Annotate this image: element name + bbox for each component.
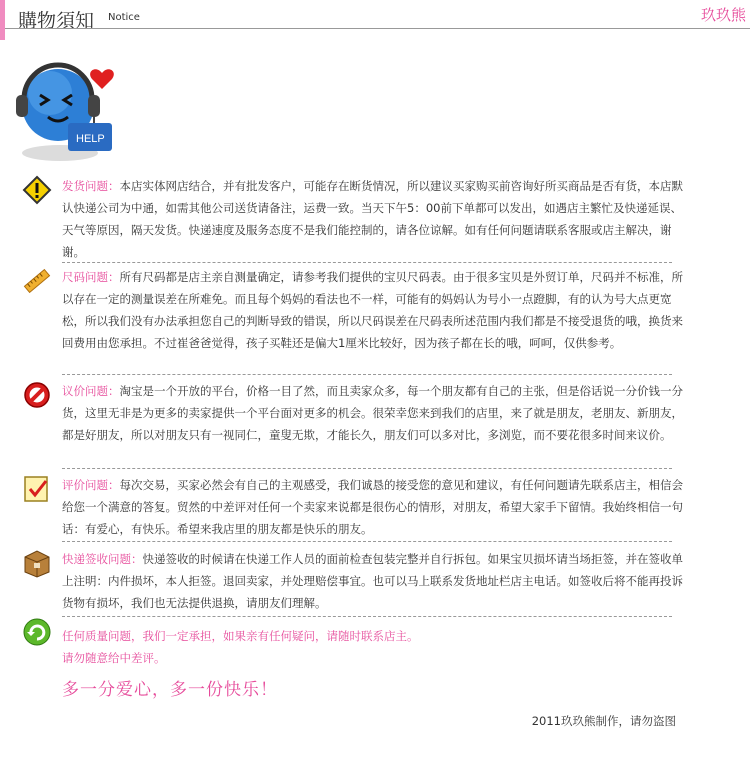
section-delivery (22, 548, 687, 614)
section-divider (62, 262, 672, 263)
section-body: 快递签收的时候请在快递工作人员的面前检查包装完整并自行拆包。如果宝贝损坏请当场拒签，并在签收单上注明：内件损坏，本人拒签。退回卖家，并处理赔偿事宜。也可以马上联系发货地址栏店主电话。如签收后将不能再投诉货物有损坏，我们也无法提供退换，请朋友们理解。 (62, 552, 683, 610)
brand-name: 玖玖熊 (700, 6, 746, 24)
header-divider (5, 28, 750, 29)
section-size (22, 266, 687, 354)
section-divider (62, 468, 672, 469)
section-text (62, 266, 687, 354)
ruler-icon (22, 266, 52, 296)
section-label: 发货问题： (62, 179, 120, 193)
section-body: 淘宝是一个开放的平台，价格一目了然，而且卖家众多，每一个朋友都有自己的主张，但是俗话说一分价钱一分货，这里无非是为更多的卖家提供一个平台面对更多的机会。很荣幸您来到我们的店里，来了就是朋友，老朋友、新朋友，都是好朋友，所以对朋友只有一视同仁，童叟无欺，才能长久，朋友们可以多对比，多浏览，而不要花很多时间来议价。 (62, 384, 683, 442)
section-text (62, 175, 687, 263)
no-bargain-icon (22, 380, 52, 410)
review-checkmark-icon (22, 474, 52, 504)
warning-icon (22, 175, 52, 205)
section-text (62, 474, 687, 540)
review-request-text: 请勿随意给中差评。 (62, 651, 166, 665)
section-label: 议价问题： (62, 384, 120, 398)
copyright-footer: 2011玖玖熊制作，请勿盗图 (531, 714, 676, 728)
page-header (0, 0, 750, 40)
help-sign-text: HELP (76, 133, 105, 145)
section-bargain (22, 380, 687, 446)
section-body: 所有尺码都是店主亲自测量确定，请参考我们提供的宝贝尺码表。由于很多宝贝是外贸订单，尺码并不标准，所以存在一定的测量误差在所难免。而且每个妈妈的看法也不一样，可能有的妈妈认为号小一点蹬脚，有的认为号大点更宽松，所以我们没有办法承担您自己的判断导致的错误，所以尺码误差在尺码表所述范围内我们都是不接受退货的哦，换货来回费用由您承担。不过崔爸爸觉得，孩子买鞋还是偏大1厘米比较好，因为孩子都在长的哦，呵呵，仅供参考。 (62, 270, 683, 350)
page-subtitle: Notice (108, 12, 140, 23)
customer-service-mascot (10, 55, 130, 165)
closing-notes (62, 625, 682, 700)
page-title: 購物須知 (18, 10, 95, 32)
section-body: 本店实体网店结合，并有批发客户，可能存在断货情况，所以建议买家购买前咨询好所买商品是否有货，本店默认快递公司为中通，如需其他公司送货请备注，运费一致。当天下午5：00前下单都可以发出，如遇店主繁忙及快递延误、天气等原因，隔天发货。快递速度及服务态度不是我们能控制的，请各位谅解。如有任何问题请联系客服或店主解决，谢谢。 (62, 179, 683, 259)
section-review (22, 474, 687, 540)
quality-guarantee-text: 任何质量问题，我们一定承担，如果亲有任何疑问，请随时联系店主。 (62, 629, 419, 643)
section-shipping (22, 175, 687, 263)
header-accent-bar (0, 0, 5, 40)
section-body: 每次交易，买家必然会有自己的主观感受，我们诚恳的接受您的意见和建议，有任何问题请先联系店主，相信会给您一个满意的答复。贸然的中差评对任何一个卖家来说都是很伤心的情形，对朋友，希望大家手下留情。我始终相信一句话：有爱心，有快乐。希望来我店里的朋友都是快乐的朋友。 (62, 478, 683, 536)
section-label: 尺码问题： (62, 270, 120, 284)
section-divider (62, 541, 672, 542)
section-divider (62, 616, 672, 617)
refresh-arrow-icon (22, 617, 52, 647)
section-text (62, 380, 687, 446)
slogan-text: 多一分爱心，多一份快乐！ (62, 680, 278, 700)
section-label: 快递签收问题： (62, 552, 143, 566)
section-label: 评价问题： (62, 478, 120, 492)
section-text (62, 548, 687, 614)
package-box-icon (22, 548, 52, 578)
section-divider (62, 374, 672, 375)
